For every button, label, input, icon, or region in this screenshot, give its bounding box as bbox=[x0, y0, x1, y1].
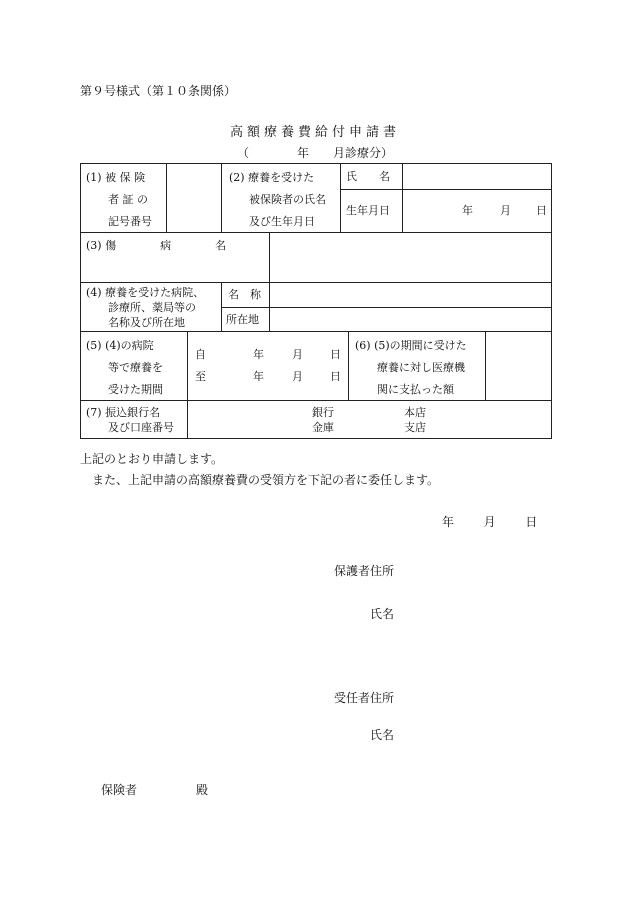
credit-union-unit: 金庫 bbox=[312, 421, 334, 434]
date-day-unit: 日 bbox=[525, 515, 538, 529]
birth-day-unit: 日 bbox=[536, 204, 547, 217]
patient-label-1: (2) 療養を受けた bbox=[229, 171, 315, 184]
period-label-3: 受けた期間 bbox=[108, 383, 163, 396]
facility-name-label: 名 称 bbox=[228, 288, 261, 301]
insured-card-label-2: 者 証 の bbox=[108, 193, 148, 206]
insurer-label: 保険者 bbox=[101, 783, 138, 797]
to-month-unit: 月 bbox=[292, 370, 303, 383]
treatment-month: （ 年 月診療分） bbox=[236, 146, 393, 160]
paid-amount-label-2: 療養に対し医療機 bbox=[377, 361, 465, 374]
form-number: 第９号様式（第１０条関係） bbox=[80, 84, 237, 98]
period-label-2: 等で療養を bbox=[108, 361, 163, 374]
birth-year-unit: 年 bbox=[462, 204, 473, 217]
guardian-address-label: 保護者住所 bbox=[334, 564, 395, 578]
paid-amount-label-3: 関に支払った額 bbox=[377, 383, 454, 396]
from-month-unit: 月 bbox=[292, 348, 303, 361]
facility-label-1: (4) 療養を受けた病院、 bbox=[86, 286, 205, 299]
period-label-1: (5) (4)の病院 bbox=[86, 339, 154, 352]
from-day-unit: 日 bbox=[330, 348, 341, 361]
to-day-unit: 日 bbox=[330, 370, 341, 383]
facility-label-2: 診療所、薬局等の bbox=[108, 301, 196, 314]
agent-address-label: 受任者住所 bbox=[334, 691, 395, 705]
period-to-label: 至 bbox=[195, 370, 206, 383]
honorific: 殿 bbox=[196, 783, 209, 797]
head-office-unit: 本店 bbox=[404, 406, 426, 419]
application-table bbox=[80, 163, 552, 439]
bank-unit: 銀行 bbox=[312, 406, 334, 419]
application-statement: 上記のとおり申請します。 bbox=[80, 452, 224, 466]
insured-card-label-3: 記号番号 bbox=[108, 215, 152, 228]
application-date bbox=[442, 513, 537, 530]
birth-month-unit: 月 bbox=[500, 204, 511, 217]
form-title: 高額療養費給付申請書 bbox=[229, 125, 400, 140]
date-year-unit: 年 bbox=[442, 515, 455, 529]
to-year-unit: 年 bbox=[253, 370, 264, 383]
branch-unit: 支店 bbox=[404, 421, 426, 434]
injury-label: (3) 傷 病 名 bbox=[86, 239, 227, 252]
period-from-label: 自 bbox=[195, 348, 206, 361]
patient-label-2: 被保険者の氏名 bbox=[249, 193, 326, 206]
agent-name-label: 氏名 bbox=[370, 728, 395, 742]
birth-date-label: 生年月日 bbox=[346, 204, 390, 217]
from-year-unit: 年 bbox=[253, 348, 264, 361]
bank-label-1: (7) 振込銀行名 bbox=[86, 406, 161, 419]
name-label: 氏 名 bbox=[346, 170, 390, 183]
guardian-name-label: 氏名 bbox=[370, 607, 395, 621]
facility-address-label: 所在地 bbox=[226, 313, 259, 326]
bank-label-2: 及び口座番号 bbox=[108, 421, 174, 434]
insured-card-label-1: (1) 被 保 険 bbox=[86, 171, 146, 184]
patient-label-3: 及び生年月日 bbox=[249, 215, 315, 228]
delegation-statement: また、上記申請の高額療養費の受領方を下記の者に委任します。 bbox=[92, 473, 440, 487]
facility-label-3: 名称及び所在地 bbox=[108, 316, 185, 329]
date-month-unit: 月 bbox=[483, 515, 496, 529]
paid-amount-label-1: (6) (5)の期間に受けた bbox=[355, 339, 467, 352]
